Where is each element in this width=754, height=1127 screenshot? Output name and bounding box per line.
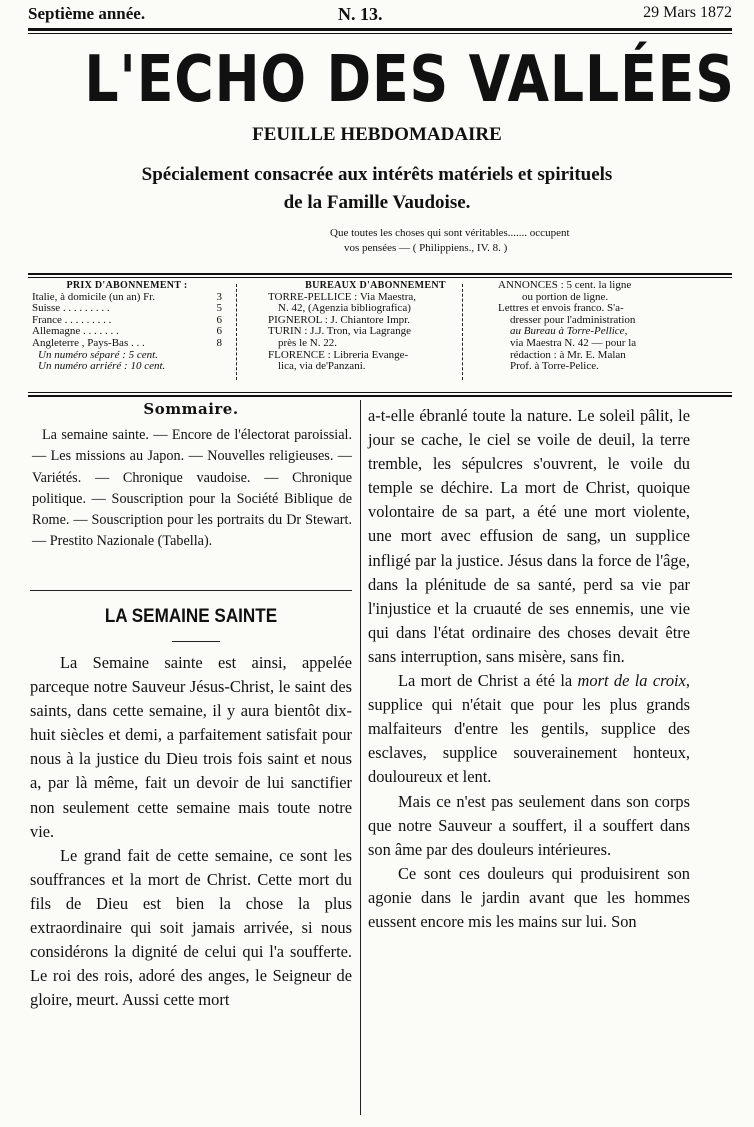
bureaux-line: TORRE-PELLICE : Via Maestra, xyxy=(268,290,417,303)
info-rule-top xyxy=(28,273,732,275)
masthead-title: L'ECHO DES VALLÉES xyxy=(84,43,735,117)
section-divider xyxy=(30,590,352,591)
prix-row: Suisse . . . . . . . . . 5 xyxy=(32,302,222,315)
article-paragraph: a-t-elle ébranlé toute la nature. Le soleil pâlit, le jour se cache, le ciel se voile de deuil, la terre tremble, les sépulcres s'ouvrent, le voile du temple se déchire. La mort de Christ, quoique volontaire de sa part, a été une mort violente, une mort avec effusion de sang, un supplice infligé par la justice. Jésus dans la force de l'âge, dans la plénitude de sa santé, perd sa vie par l'injustice et la cruauté de ses ennemis, une vie qui dans l'état ordinaire des choses devait être sans interruption, sans misère, sans fin. xyxy=(368,406,690,666)
year-label: Septième année. xyxy=(28,4,146,23)
prix-note-1: Un numéro séparé : 5 cent. xyxy=(38,348,158,361)
issue-date: 29 Mars 1872 xyxy=(643,4,732,21)
tagline-line-2: de la Famille Vaudoise. xyxy=(283,192,471,213)
title-underline xyxy=(172,641,220,642)
emphasis: mort de la croix xyxy=(577,671,686,691)
top-rule xyxy=(28,28,732,31)
prix-note-2: Un numéro arriéré : 10 cent. xyxy=(38,360,166,373)
sommaire-title: Sommaire. xyxy=(143,400,239,418)
prix-row: France . . . . . . . . . 6 xyxy=(32,313,222,326)
issue-number: N. 13. xyxy=(338,4,383,24)
prix-row: Allemagne . . . . . . . 6 xyxy=(32,325,222,338)
annonces xyxy=(498,280,734,373)
subtitle: FEUILLE HEBDOMADAIRE xyxy=(252,124,502,145)
annonces-line: Prof. à Torre-Pelice. xyxy=(510,360,599,373)
info-divider xyxy=(462,284,463,380)
annonces-line: via Maestra N. 42 — pour la xyxy=(510,336,637,349)
article-paragraph: Mais ce n'est pas seulement dans son corps que notre Sauveur a souffert, il a souffert dans son âme par des douleurs intérieures. xyxy=(368,791,690,859)
bureaux-heading: BUREAUX D'ABONNEMENT xyxy=(305,280,446,291)
bureaux-abonnement xyxy=(268,280,483,373)
article-title: LA SEMAINE SAINTE xyxy=(104,606,278,627)
prix-row: Angleterre , Pays-Bas . . . 8 xyxy=(32,336,222,349)
subscription-info xyxy=(28,280,732,388)
prix-abonnement xyxy=(32,280,222,373)
article-left-column xyxy=(30,651,352,1012)
info-rule-bottom xyxy=(28,392,732,393)
annonces-line: dresser pour l'administration xyxy=(510,313,636,326)
annonces-line: ou portion de ligne. xyxy=(522,290,609,303)
bureaux-line: N. 42, (Agenzia bibliografica) xyxy=(278,302,411,315)
top-line xyxy=(28,4,732,26)
bureaux-line: FLORENCE : Libreria Evange- xyxy=(268,348,409,361)
epigraph-line-1: Que toutes les choses qui sont véritables....... occupent xyxy=(330,227,570,239)
column-rule xyxy=(360,400,361,1115)
sommaire-text: La semaine sainte. — Encore de l'électorat paroissial. — Les missions au Japon. — Nouvelles religieuses. — Variétés. — Chronique vaudoise. — Chronique politique. — Souscription pour la Société Biblique de Rome. — Souscription pour les portraits du Dr Stewart. — Prestito Nazionale (Tabella). xyxy=(32,427,352,550)
annonces-line: au Bureau à Torre-Pellice, xyxy=(510,325,628,338)
info-rule-top-thin xyxy=(28,277,732,278)
epigraph-line-2: vos pensées — ( Philippiens., IV. 8. ) xyxy=(344,242,508,254)
tagline-line-1: Spécialement consacrée aux intérêts matériels et spirituels xyxy=(141,164,613,185)
article-paragraph: Le grand fait de cette semaine, ce sont les souffrances et la mort de Christ. Cette mort du fils de Dieu est bien la chose la plus extraordinaire qui soit jamais arrivée, si nous considérons la dignité de celui qui l'a soufferte. Le roi des rois, adoré des anges, le Seigneur de gloire, meurt. Aussi cette mort xyxy=(30,845,352,1010)
info-rule-bottom-thick xyxy=(28,395,732,397)
bureaux-line: lica, via de'Panzani. xyxy=(278,360,366,373)
bureaux-line: TURIN : J.J. Tron, via Lagrange xyxy=(268,325,411,338)
top-rule-thin xyxy=(28,33,732,34)
annonces-line: Lettres et envois franco. S'a- xyxy=(498,302,624,315)
bureaux-line: près le N. 22. xyxy=(278,336,337,349)
article-paragraph: La mort de Christ a été la mort de la croix, supplice qui n'était que pour les plus grands malfaiteurs d'entre les gentils, supplice des esclaves, supplice souverainement honteux, douloureux et lent. xyxy=(368,671,690,787)
annonces-line: ANNONCES : 5 cent. la ligne xyxy=(498,279,632,291)
epigraph xyxy=(330,226,732,256)
tagline xyxy=(0,161,754,217)
prix-heading: PRIX D'ABONNEMENT : xyxy=(66,280,188,291)
article-paragraph: Ce sont ces douleurs qui produisirent son agonie dans le jardin avant que les hommes eussent encore mis les mains sur lui. Son xyxy=(368,863,690,931)
bureaux-line: PIGNEROL : J. Chiantore Impr. xyxy=(268,313,410,326)
annonces-line: rédaction : à Mr. E. Malan xyxy=(510,348,626,361)
article-paragraph: La Semaine sainte est ainsi, appelée parceque notre Sauveur Jésus-Christ, le saint des saints, dans cette semaine, il y aura bientôt dix-huit siècles et demi, a parfaitement satisfait pour nous à la justice du Dieu trois fois saint et nous a, par là même, fait un devoir de lui sanctifier non seulement cette semaine mais toute notre vie. xyxy=(30,653,352,841)
article-right-column xyxy=(368,404,690,934)
info-divider xyxy=(236,284,237,380)
prix-row: Italie, à domicile (un an) Fr. 3 xyxy=(32,290,222,303)
